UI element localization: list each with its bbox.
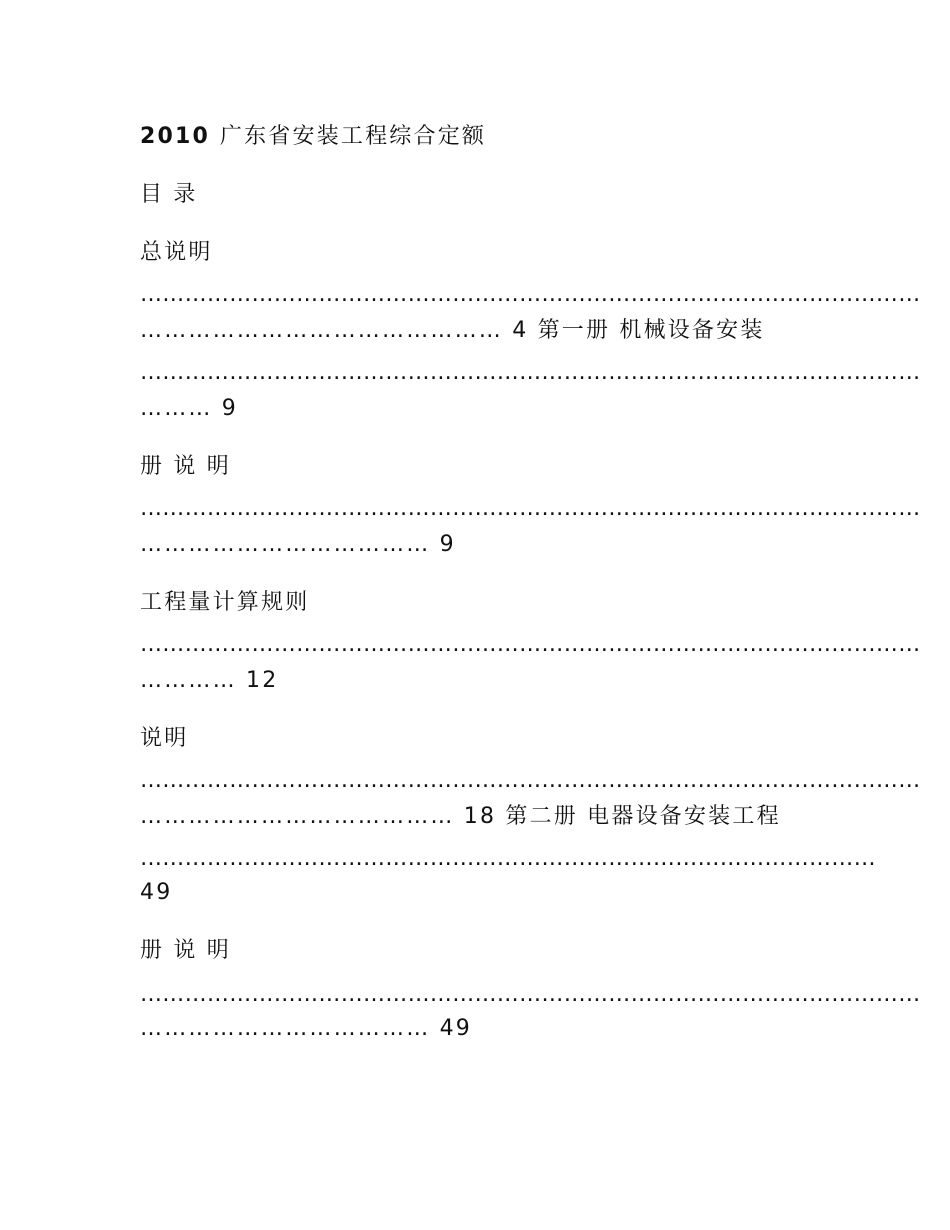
toc-leader-dots: …………………………………………………………………………………………… [140, 768, 921, 793]
toc-leader-dots: …………………………………………………………………………………………… [140, 360, 921, 385]
toc-entry-calculation-rules: 工程量计算规则 [140, 590, 310, 615]
toc-leader-dots: …………………………………………………………………………………………… [140, 282, 921, 307]
toc-entry-volume-one: ……………………………………… 4 第一册 机械设备安装 [140, 318, 765, 343]
toc-entry-volume-notes: 册 说 明 [140, 454, 231, 479]
toc-leader-dots: …………………………………………………………………………………………… [140, 496, 921, 521]
toc-page-number: ……… 9 [140, 396, 238, 421]
toc-heading: 目 录 [140, 182, 198, 207]
toc-leader-dots: …………………………………………………………………………………………… [140, 982, 921, 1007]
title-text: 广东省安装工程综合定额 [219, 124, 487, 149]
toc-leader-dots: …………………………………………………………………………………………… [140, 632, 921, 657]
document-title [140, 122, 486, 152]
toc-page-number: 49 [140, 880, 173, 905]
title-year: 2010 [140, 124, 211, 149]
toc-entry-volume-notes: 册 说 明 [140, 938, 231, 963]
toc-entry-notes: 说明 [140, 726, 189, 751]
toc-entry-volume-two: ………………………………… 18 第二册 电器设备安装工程 [140, 804, 781, 829]
toc-page-number: ……………………………… 9 [140, 532, 456, 557]
toc-leader-dots: ……………………………………………………………………………………… [140, 846, 876, 871]
toc-page-number: ………… 12 [140, 668, 279, 693]
toc-page-number: ……………………………… 49 [140, 1016, 472, 1041]
toc-entry-general-notes: 总说明 [140, 240, 213, 265]
